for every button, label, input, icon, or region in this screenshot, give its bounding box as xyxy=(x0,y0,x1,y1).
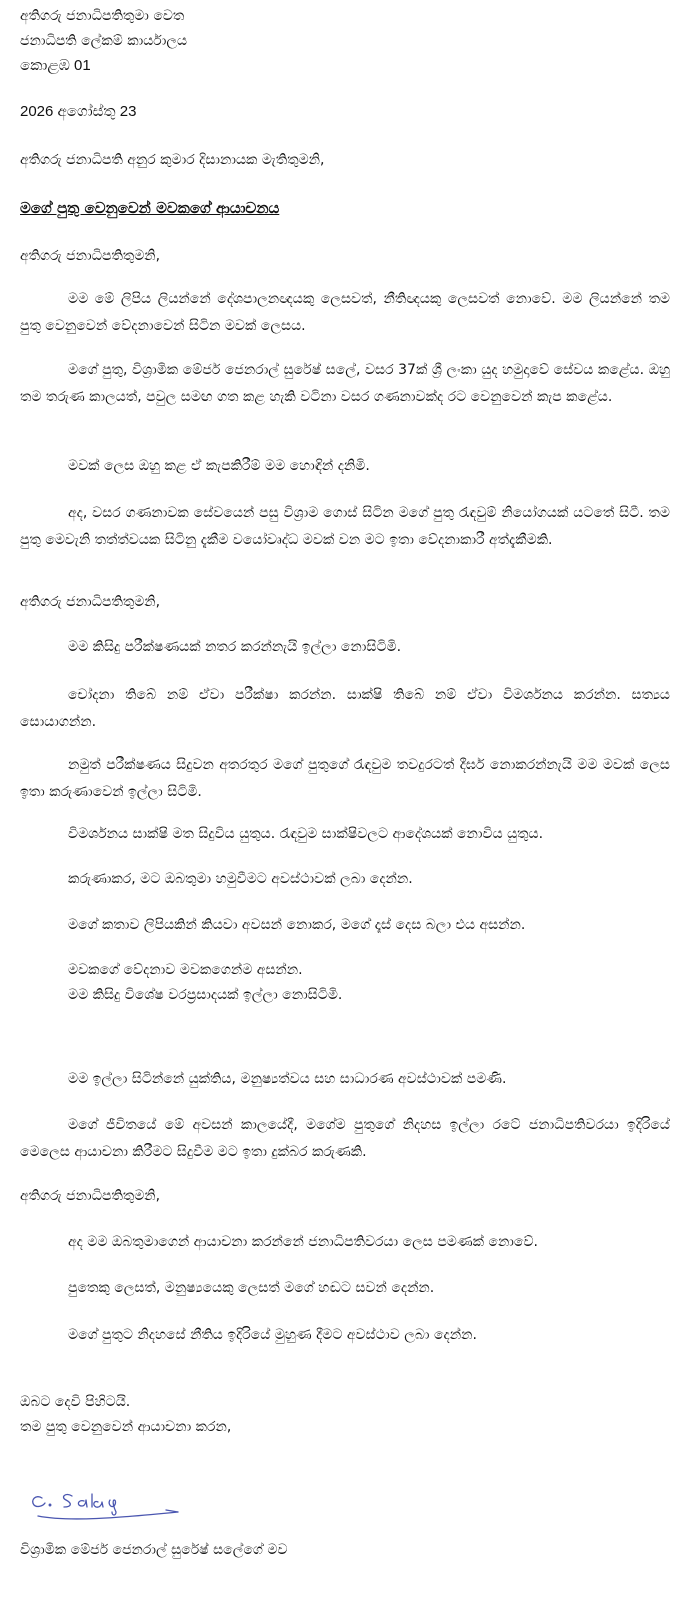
paragraph-13: අද මම ඔබතුමාගෙන් ආයාචනා කරන්නේ ජනාධිපතිවරයා ලෙස පමණක් නොවේ. xyxy=(68,1234,538,1250)
salutation-3: අතිගරු ජනාධිපතිතුමනි, xyxy=(20,1188,161,1204)
closing-line-1: මවකගේ වේදනාව මවකගෙන්ම අසන්න. xyxy=(68,962,303,978)
paragraph-5: මම කිසිදු පරීක්ෂණයක් නතර කරන්නැයි ඉල්ලා නොසිටිමි. xyxy=(68,639,402,655)
closing-line-2: මම කිසිදු විශේෂ වරප්‍රසාදයක් ඉල්ලා නොසිටිමි. xyxy=(68,987,343,1003)
signoff-line-1: ඔබට දෙවි පිහිටයි. xyxy=(20,1394,131,1410)
paragraph-1: මම මේ ලිපිය ලියන්නේ දේශපාලනඥයකු ලෙසවත්, නීතිඥයකු ලෙසවත් නොවේ. මම ලියන්නේ තම පුතු වෙනුවෙන් වේදනාවෙන් සිටින මවක් ලෙසය. xyxy=(20,291,670,334)
signoff-line-2: තම පුතු වෙනුවෙන් ආයාචනා කරන, xyxy=(20,1419,232,1435)
paragraph-4: අද, වසර ගණනාවක සේවයෙන් පසු විශ්‍රාම ගොස් සිටින මගේ පුතු රැඳවුම් නියෝගයක් යටතේ සිටී. තම පුතු මෙවැනි තත්ත්වයක සිටිනු දැකීම වයෝවෘද්ධ මවක් වන මට ඉතා වේදනාකාරී අත්දැකීමකි. xyxy=(20,505,670,548)
paragraph-8: විමර්ශනය සාක්ෂි මත සිදුවිය යුතුය. රැඳවුම සාක්ෂිවලට ආදේශයක් නොවිය යුතුය. xyxy=(68,826,544,842)
paragraph-10: මගේ කතාව ලිපියකින් කියවා අවසන් නොකර, මගේ දෑස් දෙස බලා එය අසන්න. xyxy=(68,917,526,933)
paragraph-12: මගේ ජීවිතයේ මේ අවසන් කාලයේදී, මගේම පුතුගේ නිදහස ඉල්ලා රටේ ජනාධිපතිවරයා ඉදිරියේ මෙලෙස ආයාචනා කිරීමට සිදුවීම මට ඉතා දුක්බර කරුණකි. xyxy=(20,1117,670,1160)
paragraph-15: මගේ පුතුට නිදහසේ නීතිය ඉදිරියේ මුහුණ දීමට අවස්ථාව ලබා දෙන්න. xyxy=(68,1327,477,1343)
paragraph-2: මගේ පුතු, විශ්‍රාමික මේජර් ජෙනරාල් සුරේෂ් සලේ, වසර 37ක් ශ්‍රී ලංකා යුද හමුදාවේ සේවය කළේය. ඔහු තම තරුණ කාලයත්, පවුල සමඟ ගත කළ හැකි වටිනා වසර ගණනාවක්ද රට වෙනුවෙන් කැප කළේය. xyxy=(20,362,670,405)
handwritten-signature xyxy=(28,1488,198,1528)
paragraph-6: චෝදනා තිබේ නම් ඒවා පරීක්ෂා කරන්න. සාක්ෂි තිබේ නම් ඒවා විමර්ශනය කරන්න. සත්‍යය සොයාගන්න. xyxy=(20,687,670,730)
paragraph-14: පුතෙකු ලෙසත්, මනුෂ්‍යයෙකු ලෙසත් මගේ හඬට සවන් දෙන්න. xyxy=(68,1280,435,1296)
address-line-3: කොළඹ 01 xyxy=(20,57,91,74)
salutation-1: අතිගරු ජනාධිපතිතුමනි, xyxy=(20,248,161,264)
letter-date: 2026 අගෝස්තු 23 xyxy=(20,103,137,120)
address-line-1: අතිගරු ජනාධිපතිතුමා වෙත xyxy=(20,8,185,24)
recipient-line: අතිගරු ජනාධිපති අනුර කුමාර දිසානායක මැතිතුමනි, xyxy=(20,152,325,168)
paragraph-7: නමුත් පරීක්ෂණය සිදුවන අතරතුර මගේ පුතුගේ රැඳවුම තවදුරටත් දීර්ඝ නොකරන්නැයි මම මවක් ලෙස ඉතා කරුණාවෙන් ඉල්ලා සිටිමි. xyxy=(20,757,670,800)
signer-name: විශ්‍රාමික මේජර් ජෙනරාල් සුරේෂ් සලේගේ මව xyxy=(20,1542,288,1558)
letter-subject: මගේ පුතු වෙනුවෙන් මවකගේ ආයාචනය xyxy=(20,199,280,217)
salutation-2: අතිගරු ජනාධිපතිතුමනි, xyxy=(20,594,161,610)
paragraph-11: මම ඉල්ලා සිටින්නේ යුක්තිය, මනුෂ්‍යත්වය සහ සාධාරණ අවස්ථාවක් පමණි. xyxy=(68,1071,507,1087)
paragraph-9: කරුණාකර, මට ඔබතුමා හමුවීමට අවස්ථාවක් ලබා දෙන්න. xyxy=(68,871,413,887)
address-line-2: ජනාධිපති ලේකම් කාර්යාලය xyxy=(20,33,188,49)
paragraph-3: මවක් ලෙස ඔහු කළ ඒ කැපකිරීම් මම හොඳින් දනිමි. xyxy=(68,458,370,474)
